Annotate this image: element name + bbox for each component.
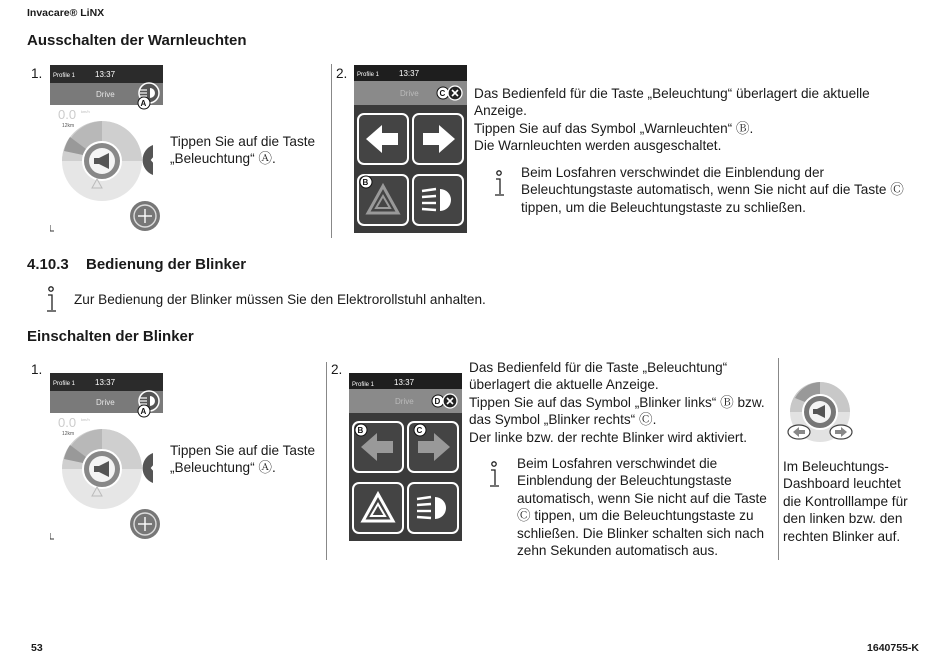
screen-profile: Profile 1 — [53, 381, 76, 387]
dashboard-screen-image — [50, 373, 163, 541]
step-number: 1. — [31, 362, 43, 377]
note-text-line: schließen. Die Blinker schalten sich nach — [517, 525, 765, 541]
screen-mode: Drive — [395, 397, 414, 406]
info-icon — [488, 461, 500, 489]
column-divider — [331, 64, 332, 238]
step-text-line: „Beleuchtung“ Ⓐ. — [170, 460, 276, 476]
screen-profile: Profile 1 — [357, 72, 380, 78]
close-icon — [443, 394, 457, 408]
step-text-line: das Symbol „Blinker rechts“ Ⓒ. — [469, 412, 657, 428]
step-number: 2. — [336, 66, 348, 81]
step-text-line: „Beleuchtung“ Ⓐ. — [170, 151, 276, 167]
note-text-line: automatisch, wenn Sie nicht auf die Taste — [517, 490, 767, 506]
section-heading-warning-lights-off: Ausschalten der Warnleuchten — [27, 32, 247, 49]
screen-odometer: 12km — [62, 123, 75, 129]
turn-signal-panel-screen-image — [349, 373, 462, 541]
section-number: 4.10.3 — [27, 256, 69, 273]
screen-speed-unit: km/h — [81, 109, 90, 114]
screen-mode: Drive — [96, 90, 115, 99]
side-note-line: den linken bzw. den — [783, 511, 903, 527]
note-text-line: Ⓒ tippen, um die Beleuchtungstaste zu — [517, 508, 754, 524]
note-text-line: Beim Losfahren verschwindet die — [517, 456, 718, 471]
note-text: Zur Bedienung der Blinker müssen Sie den Elektrorollstuhl anhalten. — [74, 292, 486, 307]
step-text-line: Der linke bzw. der rechte Blinker wird aktiviert. — [469, 429, 748, 445]
callout-a: A — [140, 407, 147, 416]
note-text-line: Einblendung der Beleuchtungstaste — [517, 473, 732, 489]
step-number: 1. — [31, 66, 43, 81]
step-text-line: Tippen Sie auf die Taste — [170, 443, 316, 458]
screen-mode: Drive — [400, 89, 419, 98]
screen-time: 13:37 — [399, 69, 420, 78]
note-text-line: tippen, um die Beleuchtungstaste zu schließen. — [521, 199, 806, 215]
step-text-line: Das Bedienfeld für die Taste „Beleuchtung“ — [469, 360, 728, 375]
screen-mode: Drive — [96, 398, 115, 407]
side-note-line: Dashboard leuchtet — [783, 476, 901, 492]
screen-time: 13:37 — [394, 378, 415, 387]
screen-speed: 0.0 — [58, 107, 77, 122]
step-text-line: überlagert die aktuelle Anzeige. — [469, 377, 659, 393]
callout-b: B — [357, 426, 364, 435]
document-number: 1640755-K — [867, 642, 919, 654]
screen-profile: Profile 1 — [352, 382, 375, 388]
screen-time: 13:37 — [95, 378, 116, 387]
screen-time: 13:37 — [95, 70, 116, 79]
screen-profile: Profile 1 — [53, 73, 76, 79]
section-heading-turn-signals-on: Einschalten der Blinker — [27, 328, 194, 345]
step-text-line: Tippen Sie auf die Taste — [170, 134, 316, 149]
step-number: 2. — [331, 362, 343, 377]
note-text-line: Beleuchtungstaste automatisch, wenn Sie nicht auf die Taste Ⓒ — [521, 182, 904, 198]
lighting-panel-screen-image — [354, 65, 467, 233]
column-divider — [326, 362, 327, 560]
side-note-line: Im Beleuchtungs- — [783, 459, 889, 474]
screen-speed-unit: km/h — [81, 417, 90, 422]
side-note-line: rechten Blinker auf. — [783, 528, 901, 544]
step-text-line: Die Warnleuchten werden ausgeschaltet. — [474, 138, 722, 154]
note-text-line: zehn Sekunden automatisch aus. — [517, 543, 719, 559]
dashboard-detail-image — [783, 376, 857, 442]
column-divider — [778, 358, 779, 560]
step-text-line: Das Bedienfeld für die Taste „Beleuchtung“ überlagert die aktuelle — [474, 86, 870, 101]
screen-speed: 0.0 — [58, 415, 77, 430]
info-icon — [45, 286, 57, 314]
callout-c: C — [439, 89, 446, 98]
callout-d: D — [434, 397, 441, 406]
section-heading-turn-signals: Bedienung der Blinker — [86, 256, 247, 273]
info-icon — [493, 170, 505, 198]
step-text-line: Tippen Sie auf das Symbol „Blinker links“ Ⓑ bzw. — [469, 394, 765, 410]
page-number: 53 — [31, 642, 43, 654]
callout-b: B — [362, 178, 369, 187]
step-text-line: Tippen Sie auf das Symbol „Warnleuchten“ Ⓑ. — [474, 120, 754, 136]
screen-odometer: 12km — [62, 431, 75, 437]
dashboard-screen-image — [50, 65, 163, 233]
note-text-line: Beim Losfahren verschwindet die Einblendung der — [521, 165, 825, 180]
callout-a: A — [140, 99, 147, 108]
side-note-line: die Kontrolllampe für — [783, 493, 908, 509]
close-icon — [448, 86, 462, 100]
callout-c: C — [416, 426, 423, 435]
document-header: Invacare® LiNX — [27, 7, 105, 19]
step-text-line: Anzeige. — [474, 103, 527, 119]
